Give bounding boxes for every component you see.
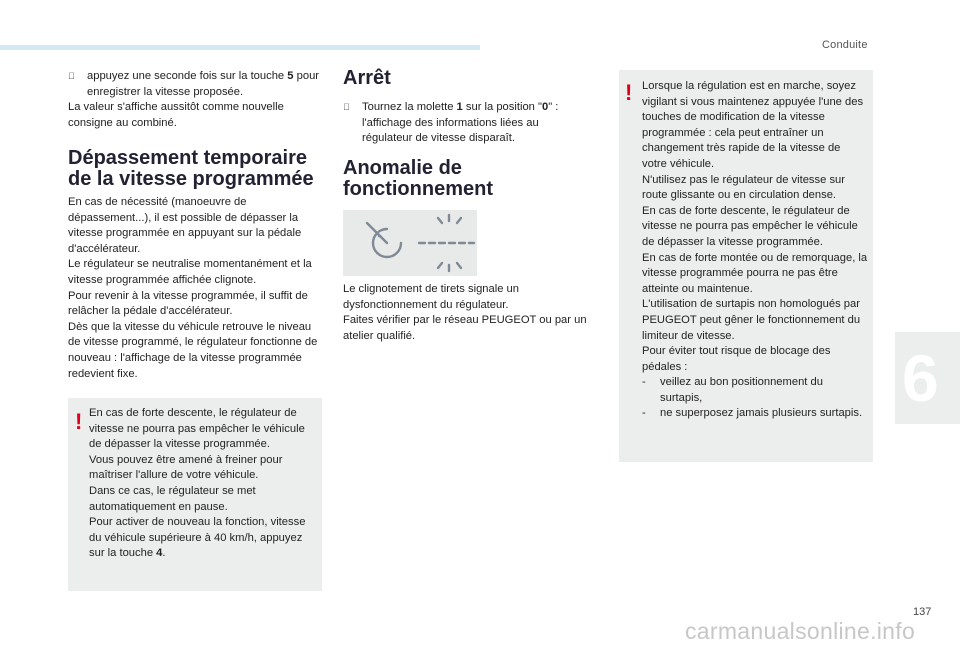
page-number: 137 (913, 606, 932, 618)
heading-arret: Arrêt (343, 67, 391, 89)
speedometer-icon (343, 210, 477, 276)
column-1 (68, 69, 326, 131)
intro-text: La valeur s'affiche aussitôt comme nouvelle consigne au combiné. (68, 101, 284, 129)
header-accent-bar (0, 45, 480, 50)
intro-bullet: appuyez une seconde fois sur la touche 5 pour enregistrer la vitesse proposée. (68, 69, 326, 100)
heading-depassement: Dépassement temporaire de la vitesse programmée (68, 147, 314, 190)
list-item: - veillez au bon positionnement du surtapis, (642, 376, 823, 404)
square-bullet-icon (68, 69, 87, 100)
chapter-tab: 6 (895, 332, 960, 424)
paragraph: Faites vérifier par le réseau PEUGEOT ou par un atelier qualifié. (343, 314, 587, 342)
warning-box-1 (68, 398, 322, 591)
exclamation-warning-icon: ! (625, 80, 633, 105)
watermark: carmanualsonline.info (685, 618, 916, 644)
anomalie-body (343, 282, 593, 344)
arret-bullet: Tournez la molette 1 sur la position "0" : l'affichage des informations liées au régulateur de vitesse disparaît. (343, 100, 591, 147)
section-label: Conduite (822, 39, 868, 51)
warning-text: Lorsque la régulation est en marche, soyez vigilant si vous maintenez appuyée l'une des touches de modification de la vitesse programmée : cela peut entraîner un changement très rapide de la vitesse de votre véhicule. N'utilisez pas le régulateur de vitesse sur route glissante ou en circulation dense. En cas de forte descente, le régulateur de vitesse ne pourra pas empêcher le véhicule de dépasser la vitesse programmée. En cas de forte montée ou de remorquage, la vitesse programmée pourra ne pas être atteinte ou maintenue. L'utilisation de surtapis non homologués par PEUGEOT peut gêner le fonctionnement du limiteur de vitesse. Pour éviter tout risque de blocage des pédales : - veillez au bon positionnement du surtapis, - ne superposez jamais plusieurs surtapis. (642, 79, 868, 422)
list-item: - ne superposez jamais plusieurs surtapis. (642, 407, 863, 420)
indicator-illustration (343, 210, 477, 276)
paragraph: Le régulateur se neutralise momentanément et la vitesse programmée affichée clignote. (68, 258, 312, 286)
paragraph: Pour revenir à la vitesse programmée, il suffit de relâcher la pédale d'accélérateur. (68, 289, 308, 318)
paragraph: Dès que la vitesse du véhicule retrouve le niveau de vitesse programmé, le régulateur fonctionne de nouveau : l'affichage de la vitesse programmée redevient fixe. (68, 320, 318, 380)
warning-box-2 (619, 70, 873, 462)
depassement-body (68, 195, 326, 382)
heading-anomalie: Anomalie de fonctionnement (343, 157, 493, 200)
square-bullet-icon (343, 100, 362, 147)
paragraph: Le clignotement de tirets signale un dysfonctionnement du régulateur. (343, 283, 520, 311)
exclamation-warning-icon: ! (75, 409, 83, 434)
paragraph: En cas de nécessité (manoeuvre de dépassement...), il est possible de dépasser la vitesse programmée en appuyant sur la pédale d'accélérateur. (68, 196, 302, 255)
warning-text: En cas de forte descente, le régulateur de vitesse ne pourra pas empêcher le véhicule de dépasser la vitesse programmée. Vous pouvez être amené à freiner pour maîtriser l'allure de votre véhicule. Dans ce cas, le régulateur se met automatiquement en pause. Pour activer de nouveau la fonction, vitesse du véhicule supérieure à 40 km/h, appuyez sur la touche 4. (89, 407, 306, 560)
